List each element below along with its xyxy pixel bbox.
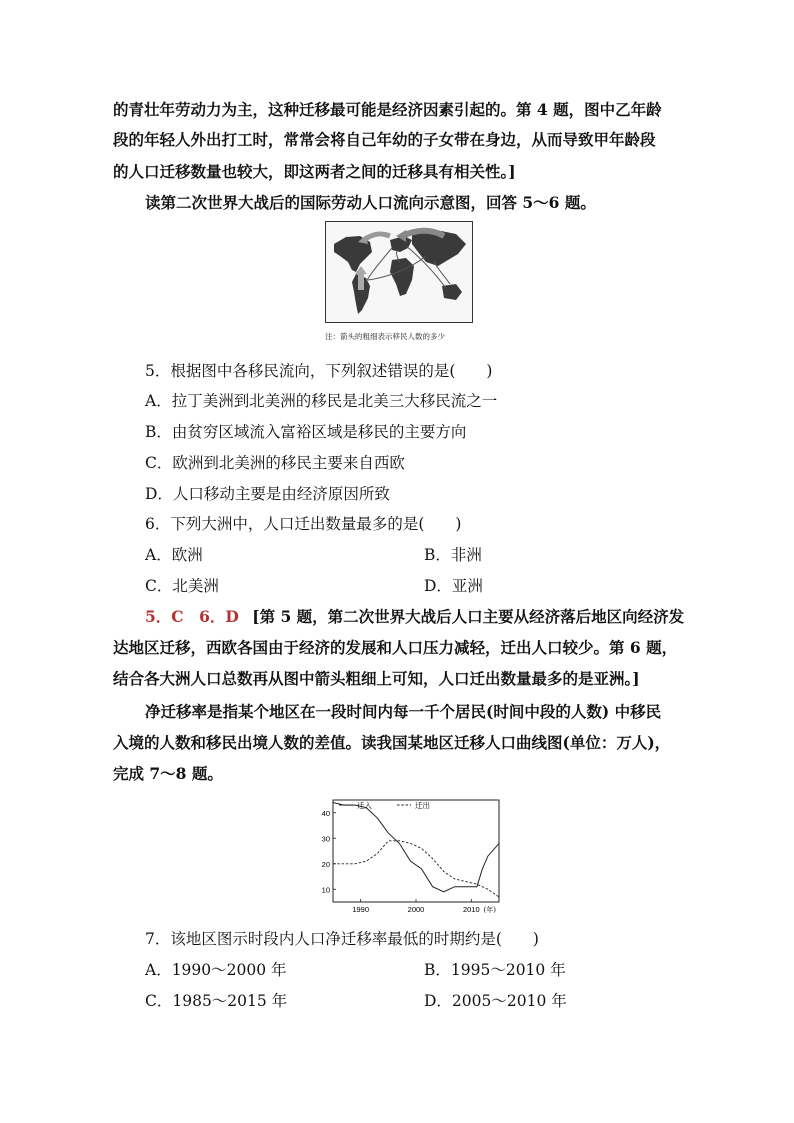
q5-stem: 5．根据图中各移民流向，下列叙述错误的是( ) — [145, 362, 493, 380]
q7-option-b: B．1995～2010 年 — [424, 961, 566, 979]
top-paragraph-line-2: 段的年轻人外出打工时，常常会将自己年幼的子女带在身边，从而导致甲年龄段 — [113, 130, 656, 149]
q6-option-c: C．北美洲 — [145, 577, 219, 595]
q5-option-a: A．拉丁美洲到北美洲的移民是北美三大移民流之一 — [145, 392, 498, 410]
world-map-svg — [326, 222, 472, 322]
q7-option-a: A．1990～2000 年 — [145, 961, 287, 979]
top-paragraph-line-3: 的人口迁移数量也较大，即这两者之间的迁移具有相关性。] — [113, 162, 516, 181]
series-line-迁出 — [333, 841, 499, 897]
answer-5-6-text-1: [第 5 题，第二次世界大战后人口主要从经济落后地区向经济发 — [252, 607, 685, 626]
latin-to-north-america-arrow — [358, 274, 364, 290]
y-tick-label: 40 — [321, 808, 330, 818]
answer-5-6-line-2: 达地区迁移，西欧各国由于经济的发展和人口压力减轻，迁出人口较少。第 6 题， — [113, 638, 678, 657]
q7-stem: 7．该地区图示时段内人口净迁移率最低的时期约是( ) — [145, 930, 539, 948]
q5-option-b: B．由贫穷区域流入富裕区域是移民的主要方向 — [145, 423, 467, 441]
legend-label-迁入: 迁入 — [357, 801, 372, 810]
series-line-迁入 — [333, 803, 499, 892]
legend-label-迁出: 迁出 — [415, 801, 430, 810]
x-tick-label: 1990 — [352, 905, 370, 914]
q5-option-d: D．人口移动主要是由经济原因所致 — [145, 485, 390, 503]
migration-line-chart — [313, 796, 503, 920]
answer-5-6-line-3: 结合各大洲人口总数再从图中箭头粗细上可知，人口迁出数量最多的是亚洲。] — [113, 669, 640, 688]
intro-7-8-line-2: 入境的人数和移民出境人数的差值。读我国某地区迁移人口曲线图(单位：万人)， — [113, 733, 671, 752]
y-tick-label: 20 — [321, 859, 330, 869]
q6-option-a: A．欧洲 — [145, 546, 203, 564]
answer-key-5-6: 5．C 6．D — [145, 607, 239, 626]
top-paragraph-line-1: 的青壮年劳动力为主，这种迁移最可能是经济因素引起的。第 4 题，图中乙年龄 — [113, 100, 662, 119]
intro-7-8-line-1: 净迁移率是指某个地区在一段时间内每一千个居民(时间中段的人数) 中移民 — [145, 702, 662, 721]
q7-option-c: C．1985～2015 年 — [145, 992, 288, 1010]
x-tick-label: 2000 — [407, 905, 425, 914]
migration-world-map — [325, 221, 473, 323]
q7-option-d: D．2005～2010 年 — [424, 992, 567, 1010]
q6-option-b: B．非洲 — [424, 546, 482, 564]
answer-5-6-line-1 — [145, 607, 684, 627]
q6-stem: 6．下列大洲中，人口迁出数量最多的是( ) — [145, 515, 462, 533]
intro-7-8-line-3: 完成 7～8 题。 — [113, 764, 223, 783]
map-note: 注：箭头的粗细表示移民人数的多少 — [325, 332, 445, 341]
y-tick-label: 30 — [321, 834, 330, 844]
x-axis-unit: (年) — [483, 906, 496, 914]
q6-option-d: D．亚洲 — [424, 577, 483, 595]
y-tick-label: 10 — [321, 885, 330, 895]
migration-chart-svg — [313, 796, 503, 920]
x-tick-label: 2010 — [462, 905, 480, 914]
q5-option-c: C．欧洲到北美洲的移民主要来自西欧 — [145, 454, 405, 472]
intro-questions-5-6: 读第二次世界大战后的国际劳动人口流向示意图，回答 5～6 题。 — [145, 193, 596, 212]
